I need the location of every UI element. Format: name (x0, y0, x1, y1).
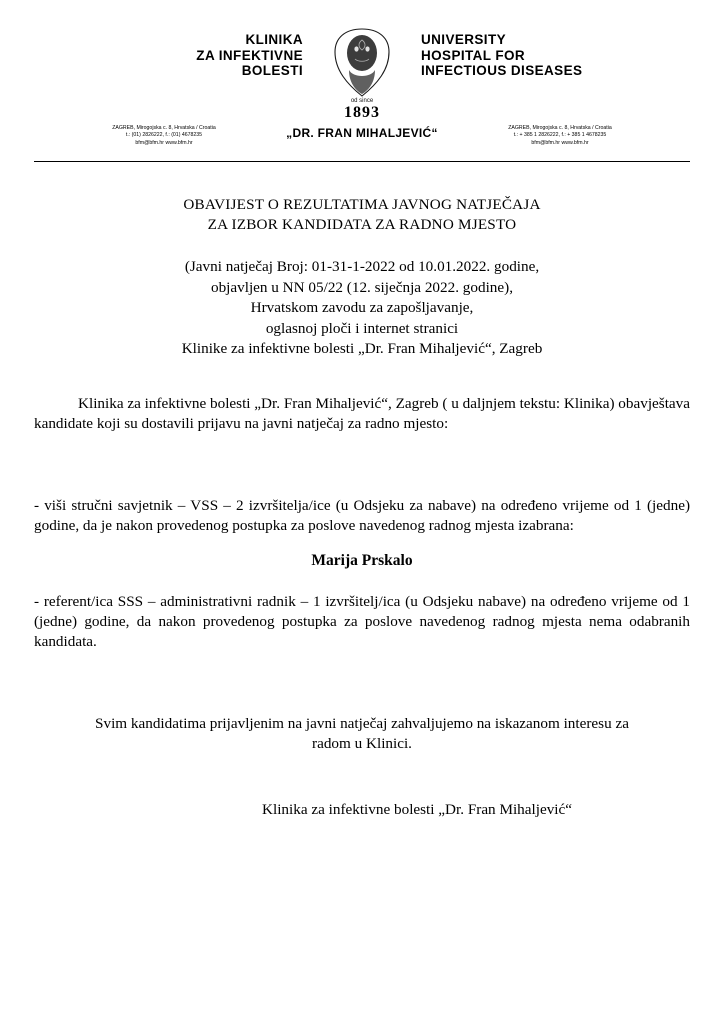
clinic-name-line: BOLESTI (241, 63, 303, 78)
page-title (34, 195, 690, 235)
position-a-paragraph: - viši stručni savjetnik – VSS – 2 izvršitelja/ice (u Odsjeku za nabave) na određeno vrijeme od 1 (jedne) godine, da je nakon provedenog postupka za poslove navedenog radnog mjesta izabrana: (34, 496, 690, 534)
letterhead (0, 0, 724, 121)
since-label: od since (350, 98, 374, 104)
address-line: t.: + 385 1 2826222, f.: + 385 1 4678235 (513, 132, 607, 139)
institution-name: „DR. FRAN MIHALJEVIĆ“ (286, 126, 438, 140)
clinic-name-line: KLINIKA (245, 32, 303, 47)
clinic-name-line: INFECTIOUS DISEASES (421, 63, 583, 78)
address-block-croatian (64, 125, 264, 147)
letterhead-center (303, 26, 421, 121)
page-title-line: ZA IZBOR KANDIDATA ZA RADNO MJESTO (207, 216, 517, 234)
reference-line: Hrvatskom zavodu za zapošljavanje, (250, 299, 474, 317)
reference-line: objavljen u NN 05/22 (12. siječnja 2022. godine), (210, 278, 513, 296)
letterhead-right (421, 26, 636, 79)
reference-line: oglasnoj ploči i internet stranici (265, 319, 459, 337)
address-block-english (460, 125, 660, 147)
reference-line: (Javni natječaj Broj: 01-31-1-2022 od 10.01.2022. godine, (184, 258, 540, 276)
address-line: bfm@bfm.hr www.bfm.hr (135, 139, 193, 146)
page-title-line: OBAVIJEST O REZULTATIMA JAVNOG NATJEČAJA (183, 196, 541, 214)
selected-candidate-name: Marija Prskalo (311, 551, 413, 569)
document-body (34, 162, 690, 820)
address-line: ZAGREB, Mirogojska c. 8, Hrvatska / Croatia (508, 125, 612, 131)
address-line: ZAGREB, Mirogojska c. 8, Hrvatska / Croatia (112, 125, 216, 131)
address-line: bfm@bfm.hr www.bfm.hr (531, 139, 589, 146)
founding-year: 1893 (344, 104, 380, 121)
reference-line: Klinike za infektivne bolesti „Dr. Fran Mihaljević“, Zagreb (181, 340, 543, 358)
clinic-name-line: UNIVERSITY (421, 32, 507, 47)
clinic-name-line: ZA INFEKTIVNE (196, 47, 303, 63)
coat-of-arms-icon (325, 26, 399, 100)
position-b-paragraph: - referent/ica SSS – administrativni radnik – 1 izvršitelj/ica (u Odsjeku nabave) na određeno vrijeme od 1 (jedne) godine, da nakon provedenog postupka za poslove navedenog radnog mjesta nema odabranih kandidata. (34, 593, 690, 651)
clinic-name-croatian (196, 32, 303, 79)
thanks-paragraph: Svim kandidatima prijavljenim na javni natječaj zahvaljujemo na iskazanom interesu za radom u Klinici. (95, 715, 629, 753)
reference-block (34, 257, 690, 360)
clinic-name-english (421, 32, 582, 79)
address-line: t.: (01) 2826222, f.: (01) 4678235 (125, 132, 203, 139)
letterhead-left (88, 26, 303, 79)
signature-line: Klinika za infektivne bolesti „Dr. Fran Mihaljević“ (262, 801, 572, 819)
letterhead-bottom (0, 125, 724, 147)
clinic-name-line: HOSPITAL FOR (421, 47, 526, 63)
intro-paragraph: Klinika za infektivne bolesti „Dr. Fran Mihaljević“, Zagreb ( u daljnjem tekstu: Klinika) obavještava kandidate koji su dostavili prijavu na javni natječaj za radno mjesto: (34, 394, 690, 432)
